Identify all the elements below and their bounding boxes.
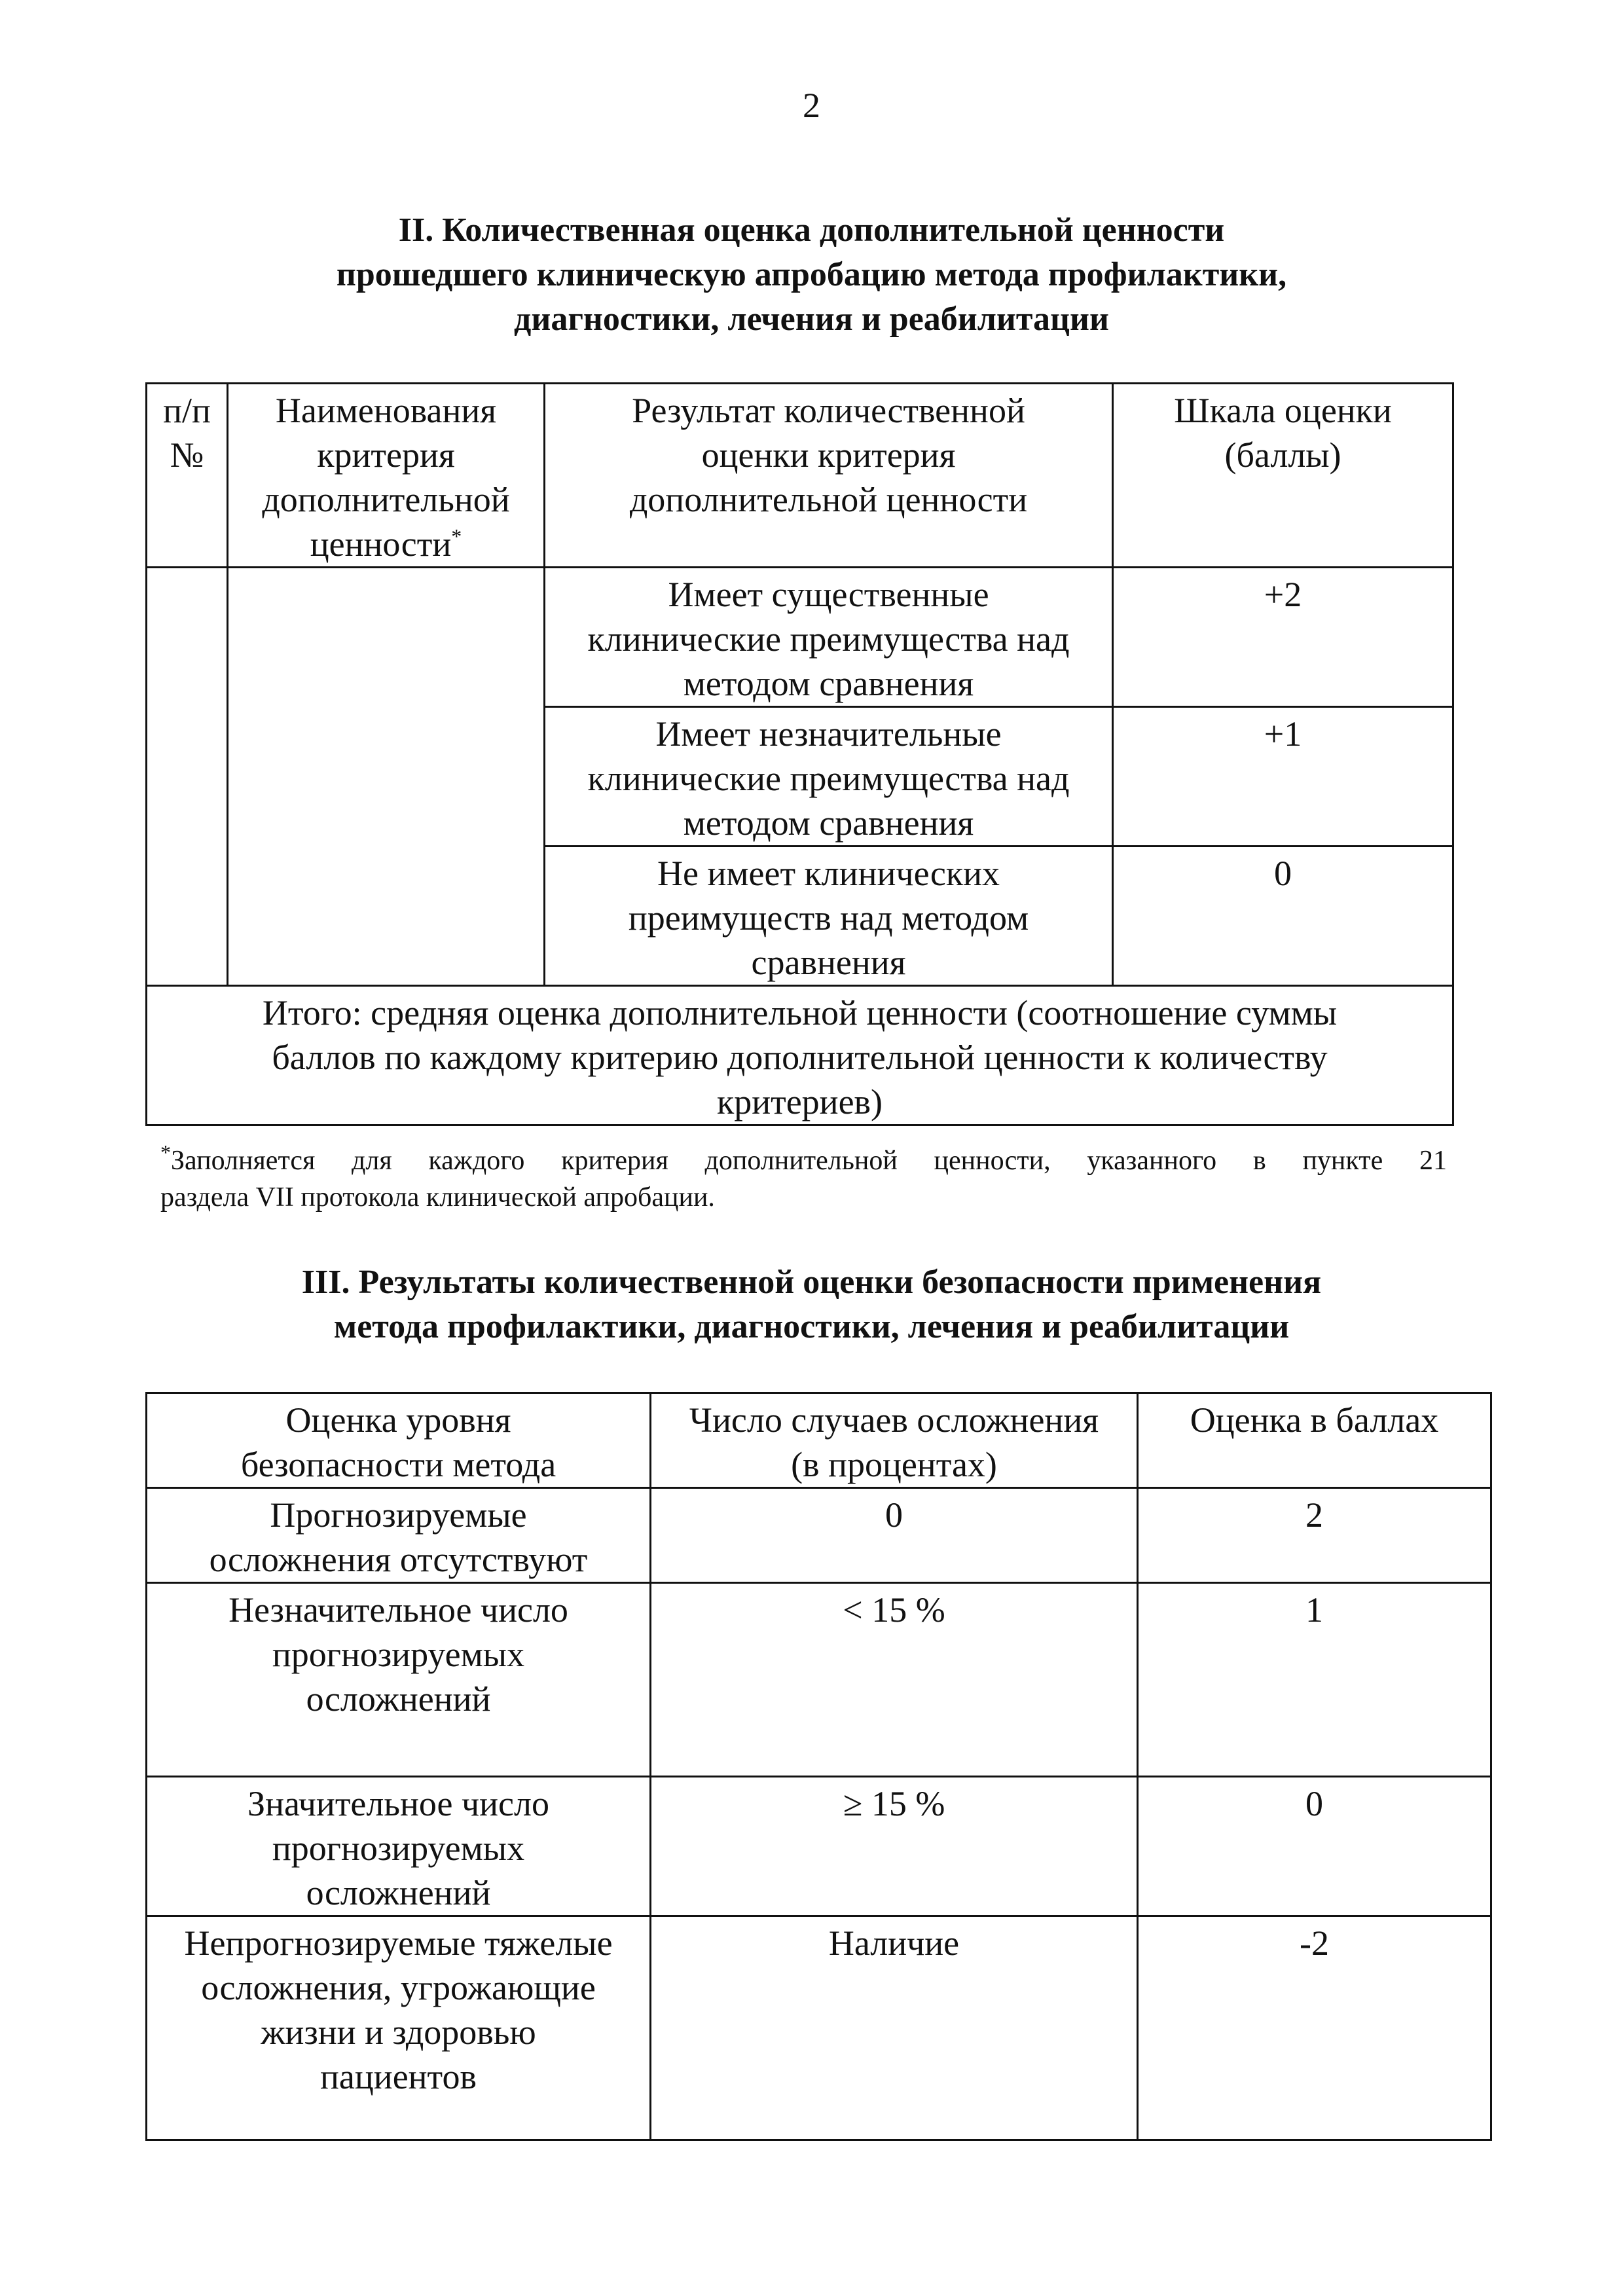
additional-value-table	[145, 382, 1454, 1126]
cell-line: осложнения отсутствуют	[209, 1540, 588, 1579]
header-line: оценки критерия	[701, 435, 956, 475]
cell-line: методом сравнения	[683, 664, 974, 703]
footnote-mark: *	[160, 1140, 171, 1164]
header-line: Результат количественной	[632, 391, 1025, 430]
footnote	[160, 1142, 1447, 1216]
safety-level-cell	[147, 1777, 651, 1916]
cases-cell: Наличие	[651, 1916, 1138, 2140]
score-cell: 0	[1138, 1777, 1491, 1916]
section-2-title-line: прошедшего клиническую апробацию метода профилактики,	[336, 256, 1287, 293]
total-cell	[147, 986, 1453, 1125]
total-line: Итого: средняя оценка дополнительной ценности (соотношение суммы	[262, 993, 1338, 1032]
result-cell	[545, 707, 1113, 847]
score-cell: 1	[1138, 1583, 1491, 1777]
cases-cell: ≥ 15 %	[651, 1777, 1138, 1916]
header-line: дополнительной ценности	[629, 480, 1028, 519]
table-row	[147, 1916, 1491, 2140]
number-cell	[147, 568, 228, 986]
header-line: Число случаев осложнения	[689, 1400, 1099, 1440]
cell-line: Имеет существенные	[668, 575, 989, 614]
safety-level-cell	[147, 1583, 651, 1777]
header-safety-level	[147, 1393, 651, 1488]
section-2-title	[0, 208, 1623, 342]
footnote-mark: *	[451, 524, 462, 548]
cell-line: осложнений	[306, 1873, 491, 1912]
header-line: критерия	[317, 435, 455, 475]
cell-line: осложнения, угрожающие	[201, 1968, 596, 2007]
table-header-row	[147, 1393, 1491, 1488]
table-row	[147, 1583, 1491, 1777]
cell-line: Значительное число	[247, 1784, 549, 1823]
total-line: баллов по каждому критерию дополнительной ценности к количеству	[272, 1038, 1328, 1077]
safety-level-cell	[147, 1488, 651, 1583]
header-line: Оценка в баллах	[1190, 1400, 1439, 1440]
header-line: безопасности метода	[240, 1445, 556, 1484]
header-criterion-name	[228, 384, 545, 568]
cell-line: клинические преимущества над	[587, 619, 1070, 659]
header-line: (баллы)	[1224, 435, 1341, 475]
section-3-title	[0, 1260, 1623, 1349]
table-row	[147, 568, 1453, 707]
section-3-title-line: метода профилактики, диагностики, лечения и реабилитации	[333, 1308, 1290, 1345]
table-header-row	[147, 384, 1453, 568]
header-complication-cases	[651, 1393, 1138, 1488]
safety-assessment-table	[145, 1392, 1492, 2141]
table-row	[147, 1488, 1491, 1583]
table-row	[147, 1777, 1491, 1916]
header-line: №	[170, 435, 204, 475]
cell-line: сравнения	[751, 943, 906, 982]
criterion-cell	[228, 568, 545, 986]
header-number	[147, 384, 228, 568]
header-line: п/п	[163, 391, 211, 430]
header-line: дополнительной	[262, 480, 510, 519]
safety-level-cell	[147, 1916, 651, 2140]
cell-line: Незначительное число	[228, 1590, 568, 1630]
header-line: Наименования	[275, 391, 497, 430]
section-3-title-line: III. Результаты количественной оценки безопасности применения	[301, 1264, 1322, 1301]
footnote-line: *Заполняется для каждого критерия дополнительной ценности, указанного в пункте 21	[160, 1140, 1447, 1176]
header-line: Шкала оценки	[1174, 391, 1392, 430]
cell-line: клинические преимущества над	[587, 759, 1070, 798]
cell-line: преимуществ над методом	[628, 898, 1029, 938]
header-line: Оценка уровня	[285, 1400, 511, 1440]
score-cell: +2	[1113, 568, 1453, 707]
page-number: 2	[803, 86, 820, 125]
score-cell: -2	[1138, 1916, 1491, 2140]
cell-line: осложнений	[306, 1679, 491, 1719]
cell-line: Имеет незначительные	[655, 714, 1002, 754]
cell-line: Непрогнозируемые тяжелые	[184, 1923, 613, 1963]
section-2-title-line: II. Количественная оценка дополнительной ценности	[398, 211, 1225, 249]
cases-cell: 0	[651, 1488, 1138, 1583]
header-line: (в процентах)	[791, 1445, 997, 1484]
score-cell: +1	[1113, 707, 1453, 847]
score-cell: 0	[1113, 847, 1453, 986]
header-line: ценности*	[310, 524, 462, 564]
total-row	[147, 986, 1453, 1125]
total-line: критериев)	[716, 1082, 883, 1121]
header-score	[1138, 1393, 1491, 1488]
header-scale	[1113, 384, 1453, 568]
result-cell	[545, 847, 1113, 986]
cell-line: Прогнозируемые	[270, 1495, 527, 1535]
score-cell: 2	[1138, 1488, 1491, 1583]
cell-line: жизни и здоровью	[261, 2013, 536, 2052]
cell-line: пациентов	[320, 2057, 477, 2096]
cell-line: прогнозируемых	[272, 1635, 525, 1674]
cases-cell: < 15 %	[651, 1583, 1138, 1777]
result-cell	[545, 568, 1113, 707]
footnote-line: раздела VII протокола клинической апробации.	[160, 1182, 715, 1212]
header-result	[545, 384, 1113, 568]
cell-line: прогнозируемых	[272, 1829, 525, 1868]
section-2-title-line: диагностики, лечения и реабилитации	[514, 301, 1109, 338]
cell-line: методом сравнения	[683, 803, 974, 843]
cell-line: Не имеет клинических	[657, 854, 1000, 893]
